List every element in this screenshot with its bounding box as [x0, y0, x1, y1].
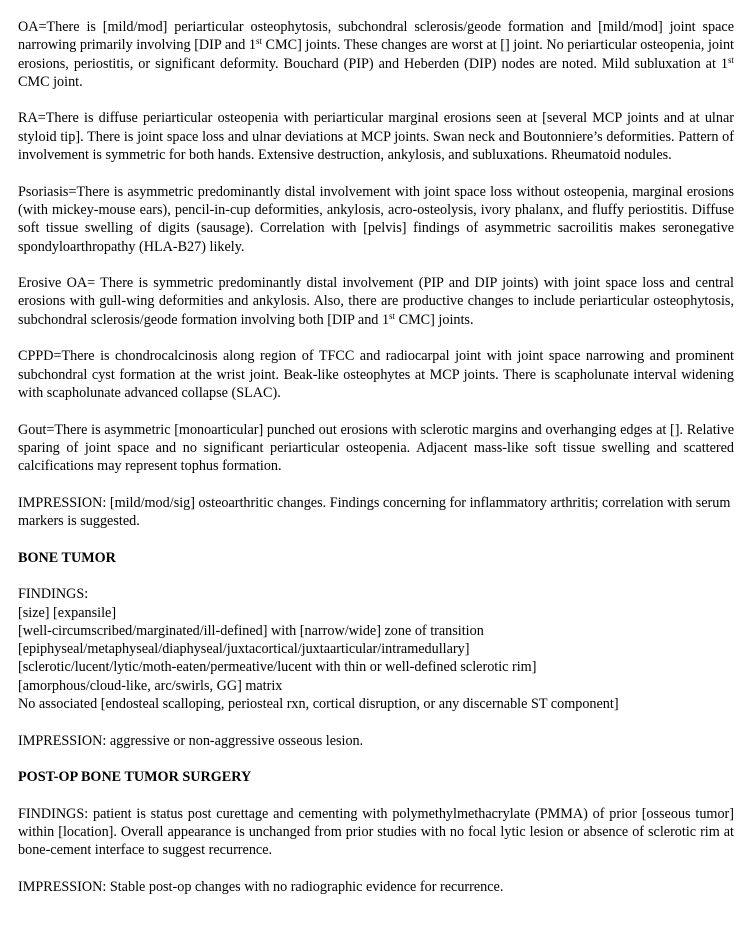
oa-superscript-1: st — [255, 36, 262, 47]
cppd-paragraph: CPPD=There is chondrocalcinosis along region of TFCC and radiocarpal joint with joint space narrowing and prominent subchondral cyst formation at the wrist joint. Beak-like osteophytes at MCP joints. There is scapholunate interval widening with scapholunate advanced collapse (SLAC). — [18, 348, 734, 401]
post-op-findings: FINDINGS: patient is status post curettage and cementing with polymethylmethacrylate (PMMA) of prior [osseous tumor] within [location]. Overall appearance is unchanged from prior studies with no focal lytic lesion or absence of sclerotic rim at bone-cement interface to suggest recurrence. — [18, 805, 734, 859]
oa-paragraph — [18, 18, 734, 91]
psoriasis-paragraph: Psoriasis=There is asymmetric predominantly distal involvement with joint space loss without osteopenia, marginal erosions (with mickey-mouse ears), pencil-in-cup deformities, ankylosis, acro-osteolysis, ivory phalanx, and fluffy periostitis. Diffuse soft tissue swelling of digits (sausage). Correlation with [pelvis] findings of asymmetric sacroilitis makes seronegative spondyloarthropathy (HLA-B27) likely. — [18, 183, 734, 255]
oa-superscript-2: st — [727, 54, 734, 65]
oa-text-part-2: CMC] joints. These changes are worst at [] joint. No periarticular osteopenia, joint erosions, periostitis, or significant deformity. Bouchard (PIP) and Heberden (DIP) nodes are noted. Mild subluxation at 1 — [18, 37, 734, 72]
erosive-oa-text-part-1: Erosive OA= There is symmetric predominantly distal involvement (PIP and DIP joints) with joint space loss and central erosions with gull-wing deformities and ankylosis. Also, there are productive changes to include periarticular osteophytosis, subchondral sclerosis/geode formation involving both [DIP and 1 — [18, 275, 734, 328]
bone-tumor-impression: IMPRESSION: aggressive or non-aggressive osseous lesion. — [18, 732, 364, 749]
oa-text-part-1: OA=There is [mild/mod] periarticular osteophytosis, subchondral sclerosis/geode formation and [mild/mod] joint space narrowing primarily involving [DIP and 1 — [18, 19, 734, 54]
ra-paragraph: RA=There is diffuse periarticular osteopenia with periarticular marginal erosions seen at [several MCP joints and at ulnar styloid tip]. There is joint space loss and ulnar deviations at MCP joints. Swan neck and Boutonniere’s deformities. Pattern of involvement is symmetric for both hands. Extensive destruction, ankylosis, and subluxations. Rheumatoid nodules. — [18, 110, 734, 164]
bone-tumor-findings-line: [sclerotic/lucent/lytic/moth-eaten/permeative/lucent with thin or well-defined sclerotic rim] — [18, 659, 537, 676]
bone-tumor-findings-label: FINDINGS: — [18, 586, 89, 603]
erosive-oa-text-part-2: CMC] joints. — [395, 311, 474, 328]
arthritis-impression: IMPRESSION: [mild/mod/sig] osteoarthritic changes. Findings concerning for inflammatory arthritis; correlation with serum markers is suggested. — [18, 494, 731, 530]
erosive-oa-superscript: st — [389, 310, 396, 321]
bone-tumor-findings-line: [epiphyseal/metaphyseal/diaphyseal/juxtacortical/juxtaarticular/intramedullary] — [18, 641, 470, 658]
erosive-oa-paragraph — [18, 274, 734, 329]
bone-tumor-findings-line: No associated [endosteal scalloping, periosteal rxn, cortical disruption, or any discernable ST component] — [18, 695, 619, 712]
bone-tumor-findings — [18, 585, 734, 713]
bone-tumor-heading: BONE TUMOR — [18, 549, 116, 566]
oa-text-part-3: CMC joint. — [18, 73, 83, 90]
post-op-heading: POST-OP BONE TUMOR SURGERY — [18, 769, 252, 786]
gout-paragraph: Gout=There is asymmetric [monoarticular] punched out erosions with sclerotic margins and overhanging edges at []. Relative sparing of joint space and no significant periarticular osteopenia. Adjacent mass-like soft tissue swelling and scattered calcifications may represent tophus formation. — [18, 421, 734, 475]
bone-tumor-findings-line: [amorphous/cloud-like, arc/swirls, GG] matrix — [18, 677, 283, 694]
bone-tumor-findings-line: [size] [expansile] — [18, 604, 117, 621]
post-op-impression: IMPRESSION: Stable post-op changes with no radiographic evidence for recurrence. — [18, 878, 504, 895]
report-template-document — [18, 18, 734, 915]
bone-tumor-findings-line: [well-circumscribed/marginated/ill-defined] with [narrow/wide] zone of transition — [18, 622, 484, 639]
